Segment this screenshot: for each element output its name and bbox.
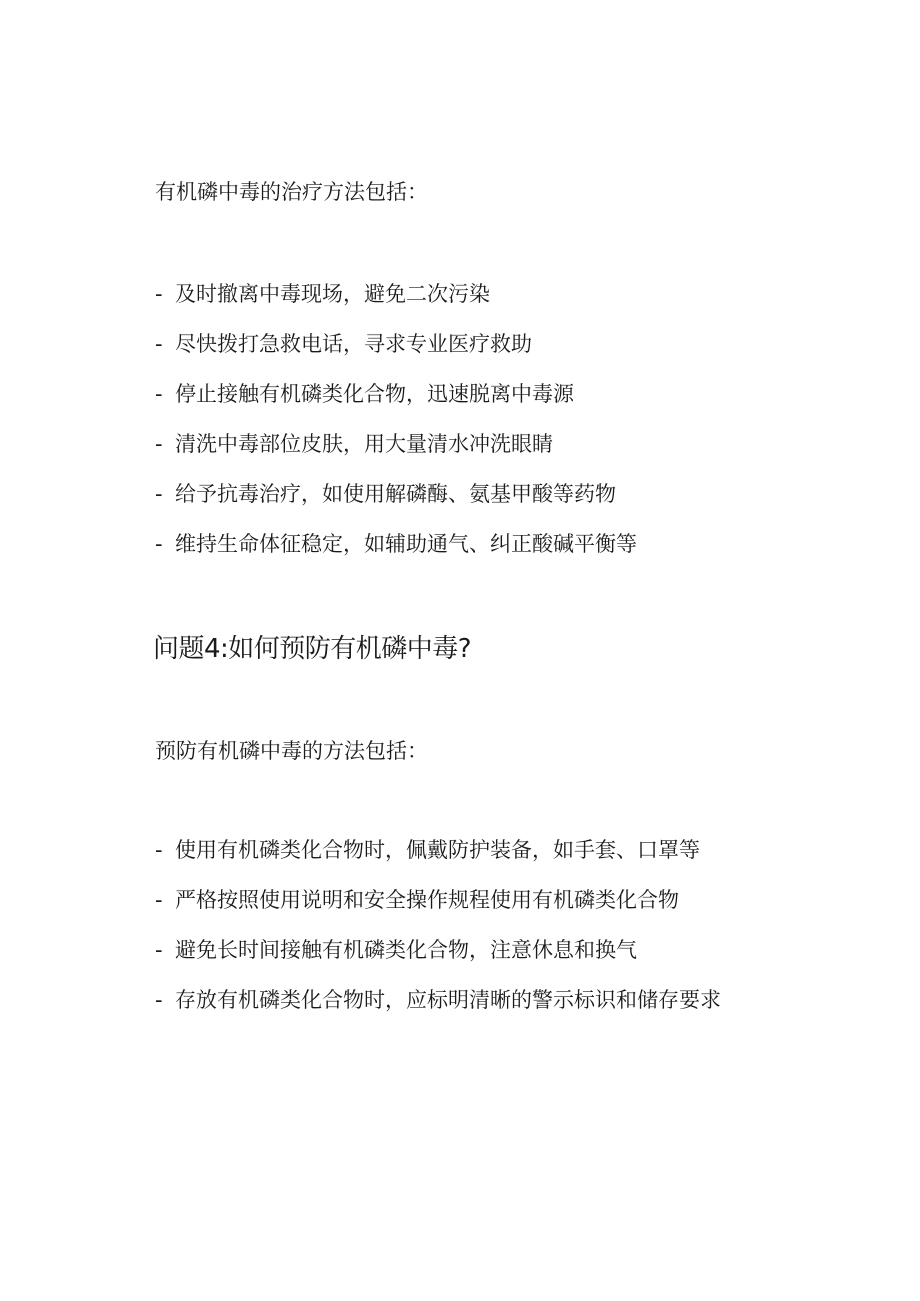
bullet-dash: - bbox=[155, 988, 163, 1012]
bullet-dash: - bbox=[155, 382, 163, 406]
bullet-dash: - bbox=[155, 532, 163, 556]
list-item bbox=[155, 280, 637, 330]
list-item bbox=[155, 480, 637, 530]
prevention-list bbox=[155, 836, 721, 1036]
list-item bbox=[155, 936, 721, 986]
list-item-text: 清洗中毒部位皮肤，用大量清水冲洗眼睛 bbox=[175, 432, 553, 456]
bullet-dash: - bbox=[155, 938, 163, 962]
list-item-text: 严格按照使用说明和安全操作规程使用有机磷类化合物 bbox=[175, 888, 679, 912]
section-heading: 问题4:如何预防有机磷中毒? bbox=[153, 634, 472, 664]
treatment-list bbox=[155, 280, 637, 580]
list-item-text: 尽快拨打急救电话，寻求专业医疗救助 bbox=[175, 332, 532, 356]
treatment-intro: 有机磷中毒的治疗方法包括： bbox=[155, 180, 428, 204]
list-item-text: 及时撤离中毒现场，避免二次污染 bbox=[175, 282, 490, 306]
bullet-dash: - bbox=[155, 282, 163, 306]
list-item bbox=[155, 886, 721, 936]
list-item-text: 使用有机磷类化合物时，佩戴防护装备，如手套、口罩等 bbox=[175, 838, 700, 862]
bullet-dash: - bbox=[155, 432, 163, 456]
list-item bbox=[155, 380, 637, 430]
list-item-text: 存放有机磷类化合物时，应标明清晰的警示标识和储存要求 bbox=[175, 988, 721, 1012]
list-item-text: 避免长时间接触有机磷类化合物，注意休息和换气 bbox=[175, 938, 637, 962]
list-item-text: 给予抗毒治疗，如使用解磷酶、氨基甲酸等药物 bbox=[175, 482, 616, 506]
list-item bbox=[155, 530, 637, 580]
bullet-dash: - bbox=[155, 332, 163, 356]
bullet-dash: - bbox=[155, 888, 163, 912]
list-item-text: 停止接触有机磷类化合物，迅速脱离中毒源 bbox=[175, 382, 574, 406]
list-item bbox=[155, 836, 721, 886]
list-item bbox=[155, 330, 637, 380]
bullet-dash: - bbox=[155, 482, 163, 506]
list-item bbox=[155, 986, 721, 1036]
bullet-dash: - bbox=[155, 838, 163, 862]
prevention-intro: 预防有机磷中毒的方法包括： bbox=[155, 739, 428, 763]
list-item-text: 维持生命体征稳定，如辅助通气、纠正酸碱平衡等 bbox=[175, 532, 637, 556]
list-item bbox=[155, 430, 637, 480]
